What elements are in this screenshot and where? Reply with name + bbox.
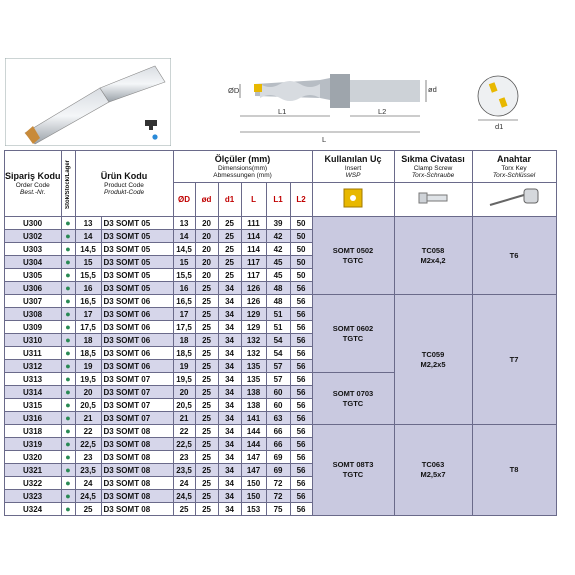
product-code: D3 SOMT 06 <box>101 308 173 321</box>
dim-d1: 34 <box>218 399 241 412</box>
insert-cell-line: TGTC <box>342 333 364 343</box>
key-image <box>472 183 556 217</box>
dim-D: 23 <box>173 451 195 464</box>
stock-indicator: ● <box>61 386 75 399</box>
dim-d: 25 <box>195 347 218 360</box>
dim-D: 18 <box>173 334 195 347</box>
order-code: U314 <box>5 386 62 399</box>
dim-col-d: ød <box>195 183 218 217</box>
screw-header: Sıkma Civatası Clamp Screw Torx-Schraube <box>394 151 472 183</box>
dim-d: 25 <box>195 321 218 334</box>
stock-indicator: ● <box>61 334 75 347</box>
dim-L2: 56 <box>290 412 312 425</box>
dim-d: 25 <box>195 438 218 451</box>
dim-L2: 56 <box>290 386 312 399</box>
dim-col-L: L <box>241 183 266 217</box>
header-figures <box>0 0 575 150</box>
dim-d1: 34 <box>218 451 241 464</box>
insert-cell-line: TGTC <box>342 255 364 265</box>
stock-indicator: ● <box>61 256 75 269</box>
dim-L: 117 <box>241 269 266 282</box>
dim-D: 22,5 <box>173 438 195 451</box>
dim-d1: 25 <box>218 256 241 269</box>
dim-L2: 50 <box>290 269 312 282</box>
stock-indicator: ● <box>61 477 75 490</box>
product-code: D3 SOMT 06 <box>101 321 173 334</box>
dim-d1: 25 <box>218 269 241 282</box>
dim-L2: 56 <box>290 477 312 490</box>
dim-L1: 45 <box>266 269 290 282</box>
dim-L: 138 <box>241 386 266 399</box>
dim-L2: 56 <box>290 373 312 386</box>
product-code: D3 SOMT 08 <box>101 425 173 438</box>
torx-key-icon <box>484 185 544 211</box>
dim-L: 114 <box>241 243 266 256</box>
dim-d: 20 <box>195 230 218 243</box>
prod-diameter: 25 <box>75 503 101 516</box>
product-code: D3 SOMT 05 <box>101 230 173 243</box>
dim-D: 14 <box>173 230 195 243</box>
dim-L2: 56 <box>290 451 312 464</box>
dim-L1: 54 <box>266 334 290 347</box>
stock-indicator: ● <box>61 217 75 230</box>
screw-cell <box>394 217 472 295</box>
dim-L: 129 <box>241 321 266 334</box>
dim-L: 150 <box>241 490 266 503</box>
dim-D: 19 <box>173 360 195 373</box>
product-code: D3 SOMT 08 <box>101 464 173 477</box>
prod-diameter: 20 <box>75 386 101 399</box>
insert-cell-line: SOMT 0602 <box>332 323 374 333</box>
stock-indicator: ● <box>61 373 75 386</box>
dim-d1: 34 <box>218 386 241 399</box>
insert-image <box>312 183 394 217</box>
order-code: U323 <box>5 490 62 503</box>
key-cell: T7 <box>472 295 556 425</box>
stock-indicator: ● <box>61 308 75 321</box>
dim-d1: 34 <box>218 308 241 321</box>
label-d1: d1 <box>495 122 504 131</box>
insert-cell-line: TGTC <box>342 470 364 479</box>
dim-L1: 48 <box>266 295 290 308</box>
dim-d: 25 <box>195 412 218 425</box>
dim-L2: 56 <box>290 360 312 373</box>
dim-d: 25 <box>195 425 218 438</box>
prod-diameter: 24 <box>75 477 101 490</box>
dim-L: 144 <box>241 425 266 438</box>
dim-L2: 50 <box>290 230 312 243</box>
dim-L1: 75 <box>266 503 290 516</box>
stock-indicator: ● <box>61 269 75 282</box>
product-code: D3 SOMT 08 <box>101 503 173 516</box>
prod-diameter: 22,5 <box>75 438 101 451</box>
dim-d1: 25 <box>218 230 241 243</box>
insert-icon <box>341 186 365 210</box>
prod-diameter: 23,5 <box>75 464 101 477</box>
insert-cell-line: SOMT 0703 <box>332 388 374 398</box>
prod-diameter: 18,5 <box>75 347 101 360</box>
insert-cell <box>312 425 394 516</box>
dim-L: 111 <box>241 217 266 230</box>
dim-L: 126 <box>241 282 266 295</box>
stock-indicator: ● <box>61 347 75 360</box>
dim-L1: 57 <box>266 360 290 373</box>
screw-cell-line: TC063 <box>421 460 445 469</box>
order-code: U311 <box>5 347 62 360</box>
label-l1: L1 <box>278 107 287 116</box>
order-code: U309 <box>5 321 62 334</box>
dim-L: 153 <box>241 503 266 516</box>
dim-L: 147 <box>241 451 266 464</box>
product-code: D3 SOMT 06 <box>101 295 173 308</box>
dim-col-L2: L2 <box>290 183 312 217</box>
stock-indicator: ● <box>61 321 75 334</box>
dim-d: 25 <box>195 503 218 516</box>
dim-L1: 60 <box>266 399 290 412</box>
dim-col-d1: d1 <box>218 183 241 217</box>
dim-L: 144 <box>241 438 266 451</box>
insert-cell <box>312 373 394 425</box>
screw-cell-line: TC058 <box>421 245 445 255</box>
insert-cell-line: SOMT 0502 <box>332 245 374 255</box>
dim-L2: 50 <box>290 243 312 256</box>
dim-d1: 34 <box>218 295 241 308</box>
dim-d1: 34 <box>218 373 241 386</box>
product-code: D3 SOMT 08 <box>101 477 173 490</box>
insert-header: Kullanılan Uç Insert WSP <box>312 151 394 183</box>
insert-cell-line: SOMT 08T3 <box>332 460 374 469</box>
product-code: D3 SOMT 07 <box>101 373 173 386</box>
dim-D: 24,5 <box>173 490 195 503</box>
dim-L: 147 <box>241 464 266 477</box>
dim-L: 141 <box>241 412 266 425</box>
dim-D: 16,5 <box>173 295 195 308</box>
product-code: D3 SOMT 06 <box>101 360 173 373</box>
dim-L1: 60 <box>266 386 290 399</box>
stock-indicator: ● <box>61 464 75 477</box>
stock-header: Stok/Stock/Lager <box>61 151 75 217</box>
dim-d: 25 <box>195 360 218 373</box>
screw-cell <box>394 425 472 516</box>
label-diam-D: ØD <box>228 86 240 95</box>
order-code: U300 <box>5 217 62 230</box>
stock-indicator: ● <box>61 425 75 438</box>
dim-D: 21 <box>173 412 195 425</box>
screw-cell-line: TC059 <box>421 349 445 359</box>
dim-L2: 50 <box>290 217 312 230</box>
key-cell: T8 <box>472 425 556 516</box>
dim-L2: 56 <box>290 399 312 412</box>
table-row <box>5 295 557 308</box>
dim-L1: 72 <box>266 477 290 490</box>
stock-indicator: ● <box>61 438 75 451</box>
dim-D: 16 <box>173 282 195 295</box>
dim-D: 18,5 <box>173 347 195 360</box>
dim-D: 19,5 <box>173 373 195 386</box>
order-code: U321 <box>5 464 62 477</box>
dim-L2: 56 <box>290 347 312 360</box>
product-code: D3 SOMT 08 <box>101 438 173 451</box>
prod-diameter: 14,5 <box>75 243 101 256</box>
dim-d: 25 <box>195 295 218 308</box>
dim-L2: 56 <box>290 308 312 321</box>
prod-diameter: 14 <box>75 230 101 243</box>
dim-L2: 56 <box>290 438 312 451</box>
stock-indicator: ● <box>61 282 75 295</box>
dim-L: 117 <box>241 256 266 269</box>
dim-d: 25 <box>195 386 218 399</box>
dim-d: 25 <box>195 373 218 386</box>
stock-indicator: ● <box>61 295 75 308</box>
order-code: U312 <box>5 360 62 373</box>
dim-L1: 69 <box>266 464 290 477</box>
dim-d1: 34 <box>218 334 241 347</box>
order-code: U318 <box>5 425 62 438</box>
product-code: D3 SOMT 05 <box>101 282 173 295</box>
screw-cell-line: M2,2x5 <box>420 359 446 369</box>
prod-diameter: 19,5 <box>75 373 101 386</box>
dimension-drawing <box>210 66 450 146</box>
dim-d: 20 <box>195 243 218 256</box>
stock-indicator: ● <box>61 490 75 503</box>
order-code: U307 <box>5 295 62 308</box>
dim-L1: 72 <box>266 490 290 503</box>
stock-indicator: ● <box>61 360 75 373</box>
dim-d: 25 <box>195 282 218 295</box>
dim-L: 132 <box>241 347 266 360</box>
dim-L1: 42 <box>266 230 290 243</box>
order-code: U320 <box>5 451 62 464</box>
product-table <box>4 150 557 516</box>
dim-L1: 39 <box>266 217 290 230</box>
product-code: D3 SOMT 08 <box>101 490 173 503</box>
order-code: U310 <box>5 334 62 347</box>
order-code: U316 <box>5 412 62 425</box>
dim-d1: 34 <box>218 412 241 425</box>
dim-d1: 25 <box>218 243 241 256</box>
dim-d: 20 <box>195 269 218 282</box>
dim-d1: 34 <box>218 360 241 373</box>
dim-d1: 34 <box>218 490 241 503</box>
stock-indicator: ● <box>61 243 75 256</box>
prod-diameter: 24,5 <box>75 490 101 503</box>
dim-d1: 34 <box>218 503 241 516</box>
prod-diameter: 13 <box>75 217 101 230</box>
product-code: D3 SOMT 07 <box>101 386 173 399</box>
dim-L: 138 <box>241 399 266 412</box>
dim-col-L1: L1 <box>266 183 290 217</box>
dim-L1: 51 <box>266 321 290 334</box>
order-code: U315 <box>5 399 62 412</box>
order-code: U304 <box>5 256 62 269</box>
order-code: U306 <box>5 282 62 295</box>
insert-cell <box>312 295 394 373</box>
screw-image <box>394 183 472 217</box>
dim-d1: 25 <box>218 217 241 230</box>
screw-cell-line: M2x4,2 <box>420 255 446 265</box>
order-code: U313 <box>5 373 62 386</box>
order-code: U324 <box>5 503 62 516</box>
product-code: D3 SOMT 05 <box>101 217 173 230</box>
dim-d: 25 <box>195 477 218 490</box>
prod-diameter: 18 <box>75 334 101 347</box>
dim-L: 132 <box>241 334 266 347</box>
order-code: U305 <box>5 269 62 282</box>
dim-D: 15,5 <box>173 269 195 282</box>
dim-D: 22 <box>173 425 195 438</box>
product-code: D3 SOMT 08 <box>101 451 173 464</box>
dim-L1: 69 <box>266 451 290 464</box>
label-diam-d: ød <box>428 85 437 94</box>
stock-indicator: ● <box>61 412 75 425</box>
drill-photo <box>5 58 171 146</box>
dim-L: 114 <box>241 230 266 243</box>
dim-D: 13 <box>173 217 195 230</box>
dim-d1: 34 <box>218 438 241 451</box>
prod-diameter: 22 <box>75 425 101 438</box>
prod-diameter: 20,5 <box>75 399 101 412</box>
dim-col-D: ØD <box>173 183 195 217</box>
dim-D: 25 <box>173 503 195 516</box>
end-view-drawing <box>470 70 532 132</box>
dim-d1: 34 <box>218 425 241 438</box>
dim-L1: 66 <box>266 438 290 451</box>
dim-D: 23,5 <box>173 464 195 477</box>
dim-d1: 34 <box>218 464 241 477</box>
dim-L2: 50 <box>290 256 312 269</box>
order-code: U319 <box>5 438 62 451</box>
dim-L2: 56 <box>290 282 312 295</box>
prod-diameter: 16 <box>75 282 101 295</box>
dimensions-header: Ölçüler (mm) Dimensions(mm) Abmessungen (mm) <box>173 151 312 183</box>
dim-d: 25 <box>195 399 218 412</box>
key-header: Anahtar Torx Key Torx-Schlüssel <box>472 151 556 183</box>
dim-L1: 57 <box>266 373 290 386</box>
dim-L2: 56 <box>290 295 312 308</box>
dim-D: 24 <box>173 477 195 490</box>
dim-D: 15 <box>173 256 195 269</box>
order-code-header: Sipariş Kodu Order Code Best.-Nr. <box>5 151 62 217</box>
dim-d: 25 <box>195 308 218 321</box>
key-cell: T6 <box>472 217 556 295</box>
prod-diameter: 23 <box>75 451 101 464</box>
product-code: D3 SOMT 05 <box>101 269 173 282</box>
screw-cell-line: M2,5x7 <box>420 470 446 479</box>
dim-L1: 66 <box>266 425 290 438</box>
dim-d: 25 <box>195 334 218 347</box>
dim-L1: 45 <box>266 256 290 269</box>
stock-indicator: ● <box>61 230 75 243</box>
product-code: D3 SOMT 07 <box>101 412 173 425</box>
dim-d1: 34 <box>218 282 241 295</box>
screw-cell <box>394 295 472 425</box>
dim-L2: 56 <box>290 425 312 438</box>
coolant-drop-icon <box>152 134 157 139</box>
dim-d: 25 <box>195 451 218 464</box>
dim-d1: 34 <box>218 321 241 334</box>
stock-indicator: ● <box>61 399 75 412</box>
order-code: U308 <box>5 308 62 321</box>
dim-L: 150 <box>241 477 266 490</box>
table-row <box>5 217 557 230</box>
dim-L2: 56 <box>290 464 312 477</box>
prod-diameter: 15 <box>75 256 101 269</box>
dim-L1: 42 <box>266 243 290 256</box>
dim-d: 25 <box>195 490 218 503</box>
dim-d1: 34 <box>218 347 241 360</box>
order-code: U303 <box>5 243 62 256</box>
dim-L2: 56 <box>290 503 312 516</box>
product-code: D3 SOMT 07 <box>101 399 173 412</box>
prod-diameter: 17 <box>75 308 101 321</box>
product-code: D3 SOMT 06 <box>101 334 173 347</box>
stock-indicator: ● <box>61 451 75 464</box>
dim-L2: 56 <box>290 321 312 334</box>
dim-L: 135 <box>241 373 266 386</box>
dim-L1: 48 <box>266 282 290 295</box>
dim-L2: 56 <box>290 490 312 503</box>
label-l2: L2 <box>378 107 387 116</box>
order-code: U302 <box>5 230 62 243</box>
prod-diameter: 16,5 <box>75 295 101 308</box>
dim-d: 20 <box>195 256 218 269</box>
dim-L2: 56 <box>290 334 312 347</box>
dim-d: 25 <box>195 464 218 477</box>
table-row <box>5 425 557 438</box>
dim-d1: 34 <box>218 477 241 490</box>
product-code: D3 SOMT 05 <box>101 256 173 269</box>
dim-L: 129 <box>241 308 266 321</box>
dim-D: 20 <box>173 386 195 399</box>
dim-d: 20 <box>195 217 218 230</box>
product-code: D3 SOMT 06 <box>101 347 173 360</box>
screw-icon <box>413 189 453 207</box>
dim-D: 14,5 <box>173 243 195 256</box>
insert-cell-line: TGTC <box>342 398 364 408</box>
dim-L1: 51 <box>266 308 290 321</box>
product-code: D3 SOMT 05 <box>101 243 173 256</box>
dim-D: 20,5 <box>173 399 195 412</box>
dim-L: 135 <box>241 360 266 373</box>
prod-diameter: 15,5 <box>75 269 101 282</box>
stock-indicator: ● <box>61 503 75 516</box>
label-l: L <box>322 135 327 144</box>
dim-L1: 63 <box>266 412 290 425</box>
prod-diameter: 19 <box>75 360 101 373</box>
dim-L: 126 <box>241 295 266 308</box>
order-code: U322 <box>5 477 62 490</box>
dim-D: 17 <box>173 308 195 321</box>
product-code-header: Ürün Kodu Product Code Produkt-Code <box>75 151 173 217</box>
insert-cell <box>312 217 394 295</box>
prod-diameter: 21 <box>75 412 101 425</box>
dim-L1: 54 <box>266 347 290 360</box>
prod-diameter: 17,5 <box>75 321 101 334</box>
dim-D: 17,5 <box>173 321 195 334</box>
